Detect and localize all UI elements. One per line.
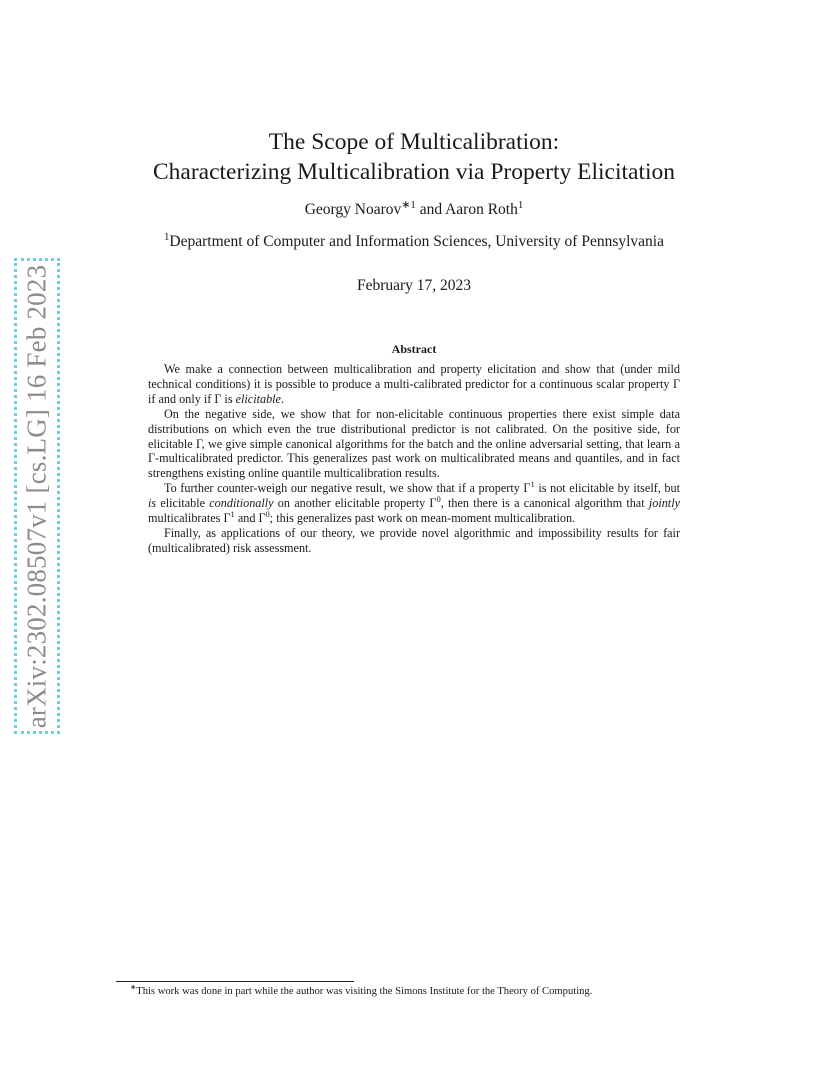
footnote-text: This work was done in part while the author was visiting the Simons Institute for the Theory of Computing. [136,986,593,997]
author-noarov: Georgy Noarov [304,201,402,218]
abstract-p3-sup4: 0 [265,509,270,519]
author-separator: and [415,201,446,218]
abstract-p3-e: conditionally [209,496,274,511]
paper-date: February 17, 2023 [356,277,472,294]
abstract-p3-sup2: 0 [436,494,441,505]
abstract-p3-k: ; this generalizes past work on mean-moment multicalibration. [269,511,576,526]
abstract-body [148,362,680,556]
abstract-p1-emph: elicitable [235,391,281,406]
abstract-p3-f: on another elicitable property Γ [273,496,437,511]
abstract-paragraph-3 [148,481,680,526]
title-line-2: Characterizing Multicalibration via Property Elicitation [152,159,676,185]
author-noarov-marks: ∗1 [401,198,416,211]
paper-title [0,127,828,187]
affiliation [0,230,828,251]
affiliation-text: Department of Computer and Information Sciences, University of Pennsylvania [169,233,664,250]
abstract-p1-end: . [280,391,285,406]
author-list [0,198,828,219]
affiliation-mark: 1 [163,230,170,243]
abstract-p3-g: , then there is a canonical algorithm that [440,496,649,511]
abstract-paragraph-4: Finally, as applications of our theory, we provide novel algorithmic and impossibility results for fair (multicalibrated) risk assessment. [148,525,680,555]
author-roth: Aaron Roth [445,201,518,218]
abstract-heading: Abstract [391,342,437,356]
footnote-mark: ∗ [130,982,137,992]
footnote [130,982,730,997]
abstract-p3-c: is [148,496,157,511]
abstract-p3-sup3: 1 [230,509,235,519]
arxiv-identifier-stamp [14,258,60,734]
abstract-p3-j: and Γ [234,511,266,526]
abstract-p3-a: To further counter-weigh our negative result, we show that if a property Γ [164,481,531,496]
arxiv-identifier-text: arXiv:2302.08507v1 [cs.LG] 16 Feb 2023 [21,264,52,728]
abstract-paragraph-1 [148,362,680,407]
abstract-p3-b: is not elicitable by itself, but [534,481,681,496]
abstract-p1-text: We make a connection between multicalibration and property elicitation and show that (under mild technical conditions) it is possible to produce a multi-calibrated predictor for a continuous scalar property Γ if and only if Γ is [148,362,680,406]
abstract-p3-sup1: 1 [530,479,535,490]
title-line-1: The Scope of Multicalibration: [268,129,560,155]
abstract-paragraph-2: On the negative side, we show that for non-elicitable continuous properties there exist simple data distributions on which even the true distributional predictor is not calibrated. On the positive side, for elicitable Γ, we give simple canonical algorithms for the batch and the online adversarial setting, that learn a Γ-multicalibrated predictor. This generalizes past work on multicalibrated means and quantiles, and in fact strengthens existing online quantile multicalibration results. [148,406,680,481]
abstract-p3-h: jointly [648,496,680,511]
abstract-p3-d: elicitable [156,496,210,511]
abstract-p3-i: multicalibrates Γ [148,511,231,526]
footnote-divider [116,981,354,982]
author-roth-marks: 1 [517,198,524,211]
